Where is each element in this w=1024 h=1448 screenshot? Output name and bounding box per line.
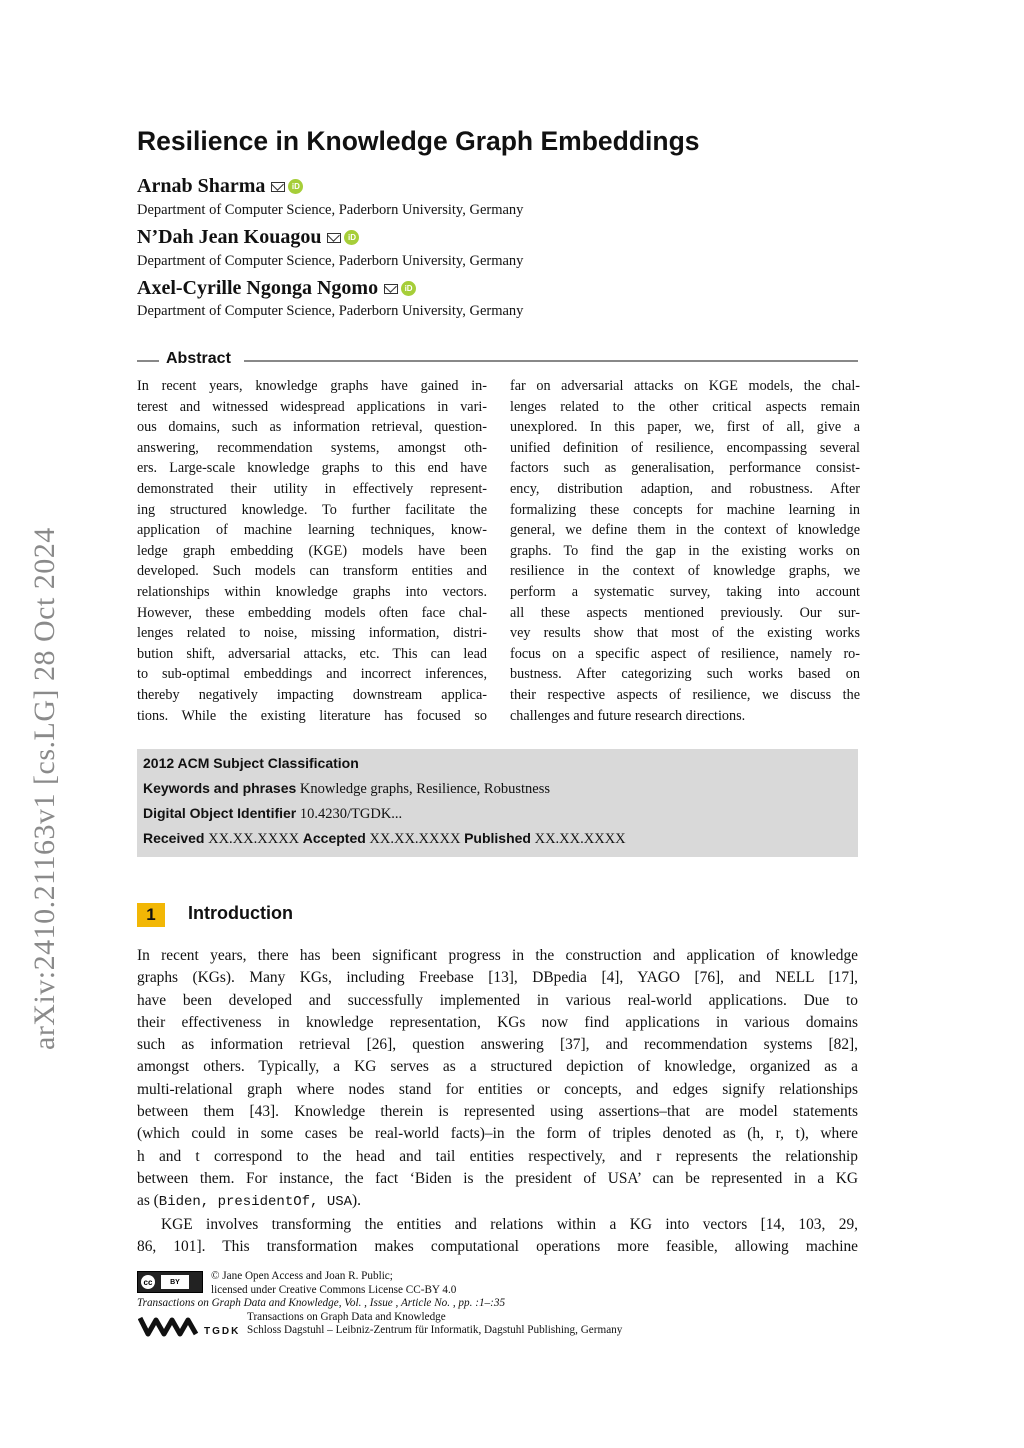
abstract-line: lenges related to the other critical aspects remain [510, 398, 860, 415]
mail-icon[interactable] [384, 284, 398, 294]
author-name: N’Dah Jean Kouagou [137, 226, 322, 248]
abstract-line: ers. Large-scale knowledge graphs to this end have [137, 460, 487, 477]
body-line: (which could in some cases be real-world facts)–in the form of triples denoted as (h, r, t), where [137, 1125, 858, 1143]
publisher-line: Schloss Dagstuhl – Leibniz-Zentrum für Informatik, Dagstuhl Publishing, Germany [247, 1324, 623, 1336]
abstract-line: However, these embedding models often face chal- [137, 604, 487, 621]
abstract-rule-left [137, 360, 159, 362]
published-value: XX.XX.XXXX [534, 831, 626, 847]
accepted-value: XX.XX.XXXX [369, 831, 461, 847]
received-label: Received [143, 830, 205, 846]
orcid-icon[interactable]: iD [288, 179, 303, 194]
body-example-line [137, 1190, 858, 1213]
paper-title: Resilience in Knowledge Graph Embeddings [137, 126, 700, 156]
acm-classification [143, 755, 359, 773]
journal-line: Transactions on Graph Data and Knowledge, Vol. , Issue , Article No. , pp. :1–:35 [137, 1297, 506, 1309]
abstract-rule-right [244, 360, 858, 362]
abstract-line: answering, recommendation systems, amongst oth- [137, 439, 487, 456]
abstract-line: ency, distribution adaption, and robustness. After [510, 480, 860, 497]
doi-value[interactable]: 10.4230/TGDK... [299, 806, 403, 822]
abstract-line: general, we define them in the context of knowledge [510, 522, 860, 539]
abstract-line: bustness. After categorizing such works based on [510, 666, 860, 683]
doi-label: Digital Object Identifier [143, 805, 297, 821]
example-prefix: as ( [137, 1192, 159, 1210]
abstract-line: relationships within knowledge graphs into vectors. [137, 583, 487, 600]
author-name: Arnab Sharma [137, 175, 266, 197]
abstract-line: lenges related to noise, missing information, distri- [137, 625, 487, 642]
copyright-line: © Jane Open Access and Joan R. Public; [211, 1270, 393, 1282]
example-suffix: ). [352, 1192, 362, 1210]
abstract-line: resilience in the context of knowledge graphs, we [510, 563, 860, 580]
abstract-line: all these aspects mentioned previously. Our sur- [510, 604, 860, 621]
body-line: such as information retrieval [26], question answering [37], and recommendation systems [82], [137, 1036, 858, 1054]
body-line: amongst others. Typically, a KG serves as a structured depiction of knowledge, organized as a [137, 1058, 858, 1076]
acm-label: 2012 ACM Subject Classification [143, 755, 359, 771]
body-line: their effectiveness in knowledge representation, KGs now find applications in various domains [137, 1013, 858, 1031]
abstract-line: to sub-optimal embeddings and incorrect inferences, [137, 666, 487, 683]
body-line: have been developed and successfully implemented in various real-world applications. Due to [137, 991, 858, 1009]
keywords-row [143, 780, 550, 798]
license-line: licensed under Creative Commons License CC-BY 4.0 [211, 1284, 457, 1296]
section-number: 1 [137, 903, 165, 927]
abstract-line: In recent years, knowledge graphs have gained in- [137, 378, 487, 394]
mail-icon[interactable] [271, 182, 285, 192]
cc-icon: cc [141, 1275, 155, 1289]
body-line: In recent years, there has been significant progress in the construction and application of knowledge [137, 947, 858, 964]
dates-row [143, 830, 626, 848]
body-line: between them. For instance, the fact ‘Biden is the president of USA’ can be represented in a KG [137, 1169, 858, 1187]
arxiv-stamp: arXiv:2410.21163v1 [cs.LG] 28 Oct 2024 [28, 527, 61, 1050]
cc-by-badge[interactable] [137, 1271, 203, 1293]
keywords-value: Knowledge graphs, Resilience, Robustness [299, 781, 550, 797]
body-line: multi-relational graph where nodes stand for entities or concepts, and edges signify relationships [137, 1080, 858, 1098]
abstract-line: ous domains, such as information retrieval, question- [137, 419, 487, 436]
abstract-line: demonstrated their utility in effectively represent- [137, 480, 487, 497]
example-triple: Biden, presidentOf, USA [158, 1194, 353, 1211]
abstract-line: application of machine learning techniques, know- [137, 522, 487, 539]
section-title: Introduction [188, 903, 293, 923]
body-line: 86, 101]. This transformation makes computational operations more feasible, allowing machine [137, 1237, 858, 1255]
author-name: Axel-Cyrille Ngonga Ngomo [137, 277, 379, 299]
tgdk-logo-text: TGDK [204, 1326, 241, 1337]
abstract-line: unified definition of resilience, encompassing several [510, 439, 860, 456]
author-affiliation: Department of Computer Science, Paderborn University, Germany [137, 303, 524, 319]
doi-row [143, 805, 402, 823]
body-line: graphs (KGs). Many KGs, including Freebase [13], DBpedia [4], YAGO [76], and NELL [17], [137, 969, 858, 987]
abstract-line: challenges and future research directions. [510, 707, 746, 724]
abstract-line: graphs. To find the gap in the existing works on [510, 542, 860, 559]
abstract-left-column [137, 376, 487, 726]
accepted-label: Accepted [302, 830, 366, 846]
introduction-body [137, 945, 858, 1258]
abstract-line: factors such as generalisation, performance consist- [510, 460, 860, 477]
abstract-line: unexplored. In this paper, we, first of all, give a [510, 419, 860, 436]
body-line: h and t correspond to the head and tail entities respectively, and r represents the relationship [137, 1147, 858, 1165]
keywords-label: Keywords and phrases [143, 780, 297, 796]
abstract-line: developed. Such models can transform entities and [137, 563, 487, 580]
abstract-line: tions. While the existing literature has focused so [137, 707, 487, 724]
author-1 [137, 175, 303, 198]
published-label: Published [464, 830, 531, 846]
author-3 [137, 277, 416, 300]
abstract-line: bution shift, adversarial attacks, etc. This can lead [137, 645, 487, 662]
metadata-box [137, 749, 858, 857]
orcid-icon[interactable]: iD [401, 281, 416, 296]
abstract-line: ledge graph embedding (KGE) models have been [137, 542, 487, 559]
by-icon: BY [161, 1275, 189, 1289]
abstract-line: ing structured knowledge. To further facilitate the [137, 501, 487, 518]
mail-icon[interactable] [327, 233, 341, 243]
author-2 [137, 226, 359, 249]
abstract-heading: Abstract [166, 350, 231, 367]
abstract-line: formalizing these concepts for machine learning in [510, 501, 860, 518]
received-value: XX.XX.XXXX [208, 831, 300, 847]
abstract-line: thereby negatively impacting downstream applica- [137, 686, 487, 703]
abstract-right-column [510, 376, 860, 726]
author-affiliation: Department of Computer Science, Paderborn University, Germany [137, 202, 524, 218]
abstract-line: terest and witnessed widespread applications in vari- [137, 398, 487, 415]
orcid-icon[interactable]: iD [344, 230, 359, 245]
abstract-line: far on adversarial attacks on KGE models, the chal- [510, 378, 860, 394]
body-line: between them [43]. Knowledge therein is represented using assertions–that are model statements [137, 1103, 858, 1121]
body-line: KGE involves transforming the entities and relations within a KG into vectors [14, 103, 29, [161, 1215, 858, 1233]
journal-name: Transactions on Graph Data and Knowledge [247, 1311, 446, 1323]
abstract-line: their respective aspects of resilience, we discuss the [510, 686, 860, 703]
author-affiliation: Department of Computer Science, Paderborn University, Germany [137, 253, 524, 269]
abstract-line: perform a systematic survey, taking into account [510, 583, 860, 600]
abstract-line: focus on a specific aspect of resilience, namely ro- [510, 645, 860, 662]
abstract-line: vey results show that most of the existing works [510, 625, 860, 642]
